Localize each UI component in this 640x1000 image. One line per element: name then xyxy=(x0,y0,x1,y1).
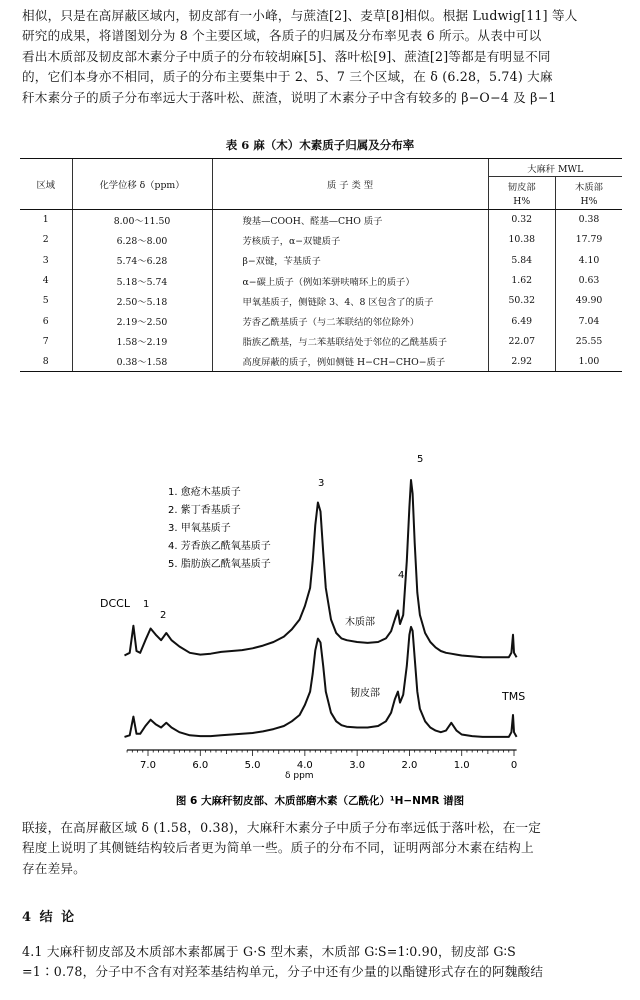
cell-bast: 0.32 xyxy=(488,210,556,230)
cell-shift: 5.74～6.28 xyxy=(72,250,212,270)
xylem-curve-label: 木质部 xyxy=(345,617,375,628)
cell-xylem: 4.10 xyxy=(556,250,623,270)
table-row xyxy=(20,270,622,290)
peak-label-2: 2 xyxy=(160,610,167,621)
cell-shift: 0.38～1.58 xyxy=(72,352,212,372)
text-line: =1∶0.78，分子中不含有对羟苯基结构单元，分子中还有少量的以酯键形式存在的阿魏酸结 xyxy=(22,964,544,980)
cell-type: α−碳上质子（例如苯骈呋喃环上的质子） xyxy=(212,270,488,290)
dccl-label: DCCL xyxy=(100,597,130,610)
table-row xyxy=(20,210,622,230)
nmr-spectrum-figure xyxy=(0,442,640,818)
text-line: 联接，在高屏蔽区域 δ (1.58，0.38)，大麻秆木素分子中质子分布率远低于落叶松，在一定 xyxy=(22,820,542,835)
table-row xyxy=(20,250,622,270)
legend-item: 2. 紫丁香基质子 xyxy=(168,505,241,516)
legend-item: 4. 芳香族乙酰氧基质子 xyxy=(168,541,271,552)
cell-xylem: 7.04 xyxy=(556,311,623,331)
x-tick-label: 4.0 xyxy=(296,760,313,771)
cell-xylem: 0.63 xyxy=(556,270,623,290)
header-type: 质 子 类 型 xyxy=(212,159,488,210)
x-tick-label: 6.0 xyxy=(192,760,209,771)
text-line: 研究的成果，将谱图划分为 8 个主要区域，各质子的归属及分布率见表 6 所示。从表中可以 xyxy=(22,28,542,44)
table-row xyxy=(20,291,622,311)
text-line: 秆木素分子的质子分布率远大于落叶松、蔗渣，说明了木素分子中含有较多的 β−O−4 及 β−1 xyxy=(22,89,557,105)
text-line: 程度上说明了其侧链结构较后者更为简单一些。质子的分布不同，证明两部分木素在结构上 xyxy=(22,840,534,856)
section-heading: 4 结 论 xyxy=(22,910,77,925)
figure-caption: 图 6 大麻秆韧皮部、木质部磨木素（乙酰化）¹H−NMR 谱图 xyxy=(175,795,465,807)
x-tick-label: 2.0 xyxy=(401,760,418,771)
bottom-paragraph xyxy=(22,818,622,879)
peak-label-1: 1 xyxy=(143,599,150,610)
cell-shift: 5.18～5.74 xyxy=(72,270,212,290)
text-line: 4.1 大麻秆韧皮部及木质部木素都属于 G·S 型木素，木质部 G∶S=1∶0.90，韧皮部 G∶S xyxy=(22,944,516,959)
cell-type: 甲氧基质子，侧链除 3、4、8 区包含了的质子 xyxy=(212,291,488,311)
cell-bast: 10.38 xyxy=(488,230,556,250)
proton-distribution-table xyxy=(20,158,622,372)
cell-region: 2 xyxy=(42,234,49,246)
cell-xylem: 17.79 xyxy=(556,230,623,250)
table-caption: 表 6 麻（木）木素质子归属及分布率 xyxy=(225,138,415,152)
cell-xylem: 49.90 xyxy=(556,291,623,311)
x-tick-label: 3.0 xyxy=(349,760,366,771)
legend-item: 3. 甲氧基质子 xyxy=(168,523,231,534)
header-unit-bast: H% xyxy=(488,195,556,210)
table-row xyxy=(20,311,622,331)
table-row xyxy=(20,230,622,250)
cell-region: 6 xyxy=(42,315,49,327)
cell-region: 5 xyxy=(42,295,49,307)
cell-region: 7 xyxy=(42,335,49,347)
peak-label-5: 5 xyxy=(417,454,424,465)
cell-type: 芳香乙酰基质子（与二苯联结的邻位除外） xyxy=(212,311,488,331)
x-axis xyxy=(127,750,517,771)
header-group: 大麻秆 MWL xyxy=(488,159,622,177)
table-row xyxy=(20,352,622,372)
cell-shift: 2.50～5.18 xyxy=(72,291,212,311)
tms-label: TMS xyxy=(502,690,526,703)
text-line: 看出木质部及韧皮部木素分子中质子的分布较胡麻[5]、落叶松[9]、蔗渣[2]等都是有明显不同 xyxy=(22,48,551,64)
cell-region: 8 xyxy=(20,352,72,372)
cell-xylem: 0.38 xyxy=(556,210,623,230)
x-tick-label: 1.0 xyxy=(453,760,470,771)
text-line: 的，它们本身亦不相同，质子的分布主要集中于 2、5、7 三个区域，在 δ (6.28，5.74) 大麻 xyxy=(22,69,553,85)
conclusion-paragraph xyxy=(22,942,622,983)
cell-bast: 1.62 xyxy=(488,270,556,290)
cell-type: 高度屏蔽的质子，例如侧链 H−CH−CHO−质子 xyxy=(212,352,488,372)
cell-bast: 22.07 xyxy=(488,331,556,351)
cell-type: 羧基—COOH、醛基—CHO 质子 xyxy=(212,210,488,230)
header-shift: 化学位移 δ（ppm） xyxy=(72,159,212,210)
cell-shift: 1.58～2.19 xyxy=(72,331,212,351)
x-axis-unit: δ ppm xyxy=(285,771,314,781)
cell-region: 3 xyxy=(42,254,49,266)
cell-bast: 6.49 xyxy=(488,311,556,331)
cell-bast: 2.92 xyxy=(488,352,556,372)
x-tick-label: 0 xyxy=(510,760,518,771)
cell-shift: 8.00～11.50 xyxy=(72,210,212,230)
text-line: 存在差异。 xyxy=(22,860,86,876)
cell-region: 1 xyxy=(42,214,49,226)
cell-shift: 2.19～2.50 xyxy=(72,311,212,331)
header-xylem: 木质部 xyxy=(556,177,623,195)
cell-xylem: 1.00 xyxy=(556,352,623,372)
header-unit-xylem: H% xyxy=(556,195,623,210)
header-region: 区域 xyxy=(20,159,72,210)
spectrum-line-bast xyxy=(125,627,517,737)
cell-shift: 6.28～8.00 xyxy=(72,230,212,250)
peak-label-3: 3 xyxy=(318,478,325,489)
header-bast: 韧皮部 xyxy=(488,177,556,195)
x-tick-label: 5.0 xyxy=(244,760,261,771)
cell-region: 4 xyxy=(42,275,49,287)
cell-type: β−双键，苄基质子 xyxy=(212,250,488,270)
cell-type: 芳核质子，α−双键质子 xyxy=(212,230,488,250)
text-line: 相似，只是在高屏蔽区域内，韧皮部有一小峰，与蔗渣[2]、麦草[8]相似。根据 Ludwig[11] 等人 xyxy=(22,8,578,23)
legend-item: 1. 愈疮木基质子 xyxy=(168,487,241,498)
figure-legend xyxy=(168,485,271,570)
cell-bast: 5.84 xyxy=(488,250,556,270)
x-tick-label: 7.0 xyxy=(140,760,156,771)
cell-xylem: 25.55 xyxy=(556,331,623,351)
cell-bast: 50.32 xyxy=(488,291,556,311)
legend-item: 5. 脂肪族乙酰氧基质子 xyxy=(168,559,271,570)
table-row xyxy=(20,331,622,351)
cell-type: 脂族乙酰基，与二苯基联结处于邻位的乙酰基质子 xyxy=(212,331,488,351)
peak-label-4: 4 xyxy=(398,570,405,581)
bast-curve-label: 韧皮部 xyxy=(350,688,380,699)
spectrum-curves xyxy=(125,480,517,737)
top-paragraph xyxy=(22,6,622,108)
